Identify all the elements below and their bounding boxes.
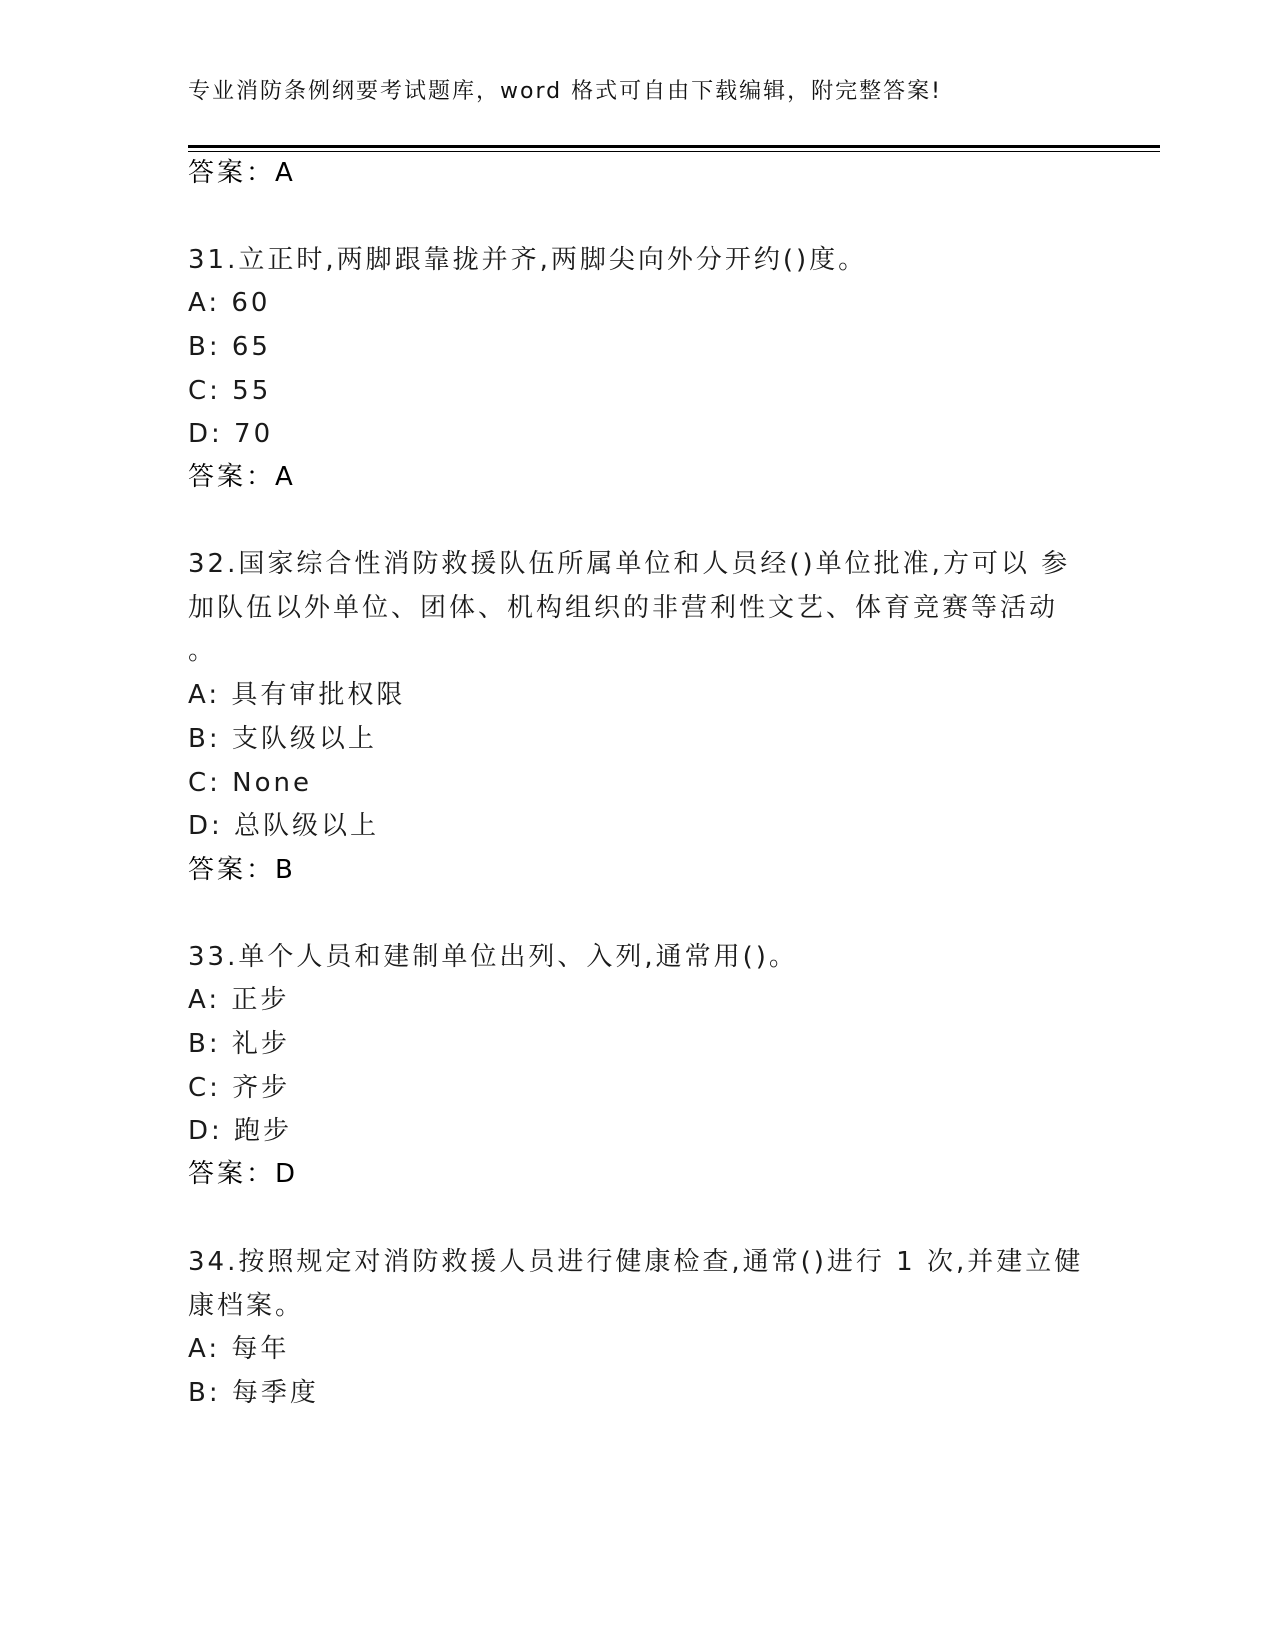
- option-c: C: None: [188, 768, 313, 798]
- question-stem-line-2: 康档案。: [188, 1291, 305, 1321]
- option-d: D: 70: [188, 419, 274, 449]
- option-a: A: 具有审批权限: [188, 680, 406, 710]
- option-b: B: 65: [188, 332, 271, 362]
- option-a: A: 正步: [188, 985, 290, 1015]
- answer: 答案：B: [188, 855, 296, 885]
- answer: 答案：D: [188, 1159, 299, 1189]
- previous-answer: 答案：A: [188, 158, 296, 188]
- option-d: D: 跑步: [188, 1116, 293, 1146]
- question-stem-line-3: 。: [188, 636, 218, 666]
- question-stem-line-2: 加队伍以外单位、团体、机构组织的非营利性文艺、体育竞赛等活动: [188, 593, 1059, 623]
- question-stem-line-1: 34.按照规定对消防救援人员进行健康检查,通常()进行 1 次,并建立健: [188, 1247, 1084, 1277]
- option-c: C: 55: [188, 376, 272, 406]
- option-b: B: 支队级以上: [188, 724, 377, 754]
- option-b: B: 礼步: [188, 1029, 290, 1059]
- option-b: B: 每季度: [188, 1378, 319, 1408]
- option-d: D: 总队级以上: [188, 811, 380, 841]
- option-c: C: 齐步: [188, 1073, 291, 1103]
- question-stem-line-1: 32.国家综合性消防救援队伍所属单位和人员经()单位批准,方可以 参: [188, 549, 1071, 579]
- question-stem: 33.单个人员和建制单位出列、入列,通常用()。: [188, 942, 798, 972]
- header-rule-thick: [188, 145, 1160, 148]
- answer: 答案：A: [188, 462, 296, 492]
- question-stem: 31.立正时,两脚跟靠拢并齐,两脚尖向外分开约()度。: [188, 245, 868, 275]
- page-header: 专业消防条例纲要考试题库，word 格式可自由下载编辑，附完整答案!: [188, 79, 942, 104]
- option-a: A: 每年: [188, 1334, 290, 1364]
- option-a: A: 60: [188, 288, 271, 318]
- header-rule-thin: [188, 151, 1160, 152]
